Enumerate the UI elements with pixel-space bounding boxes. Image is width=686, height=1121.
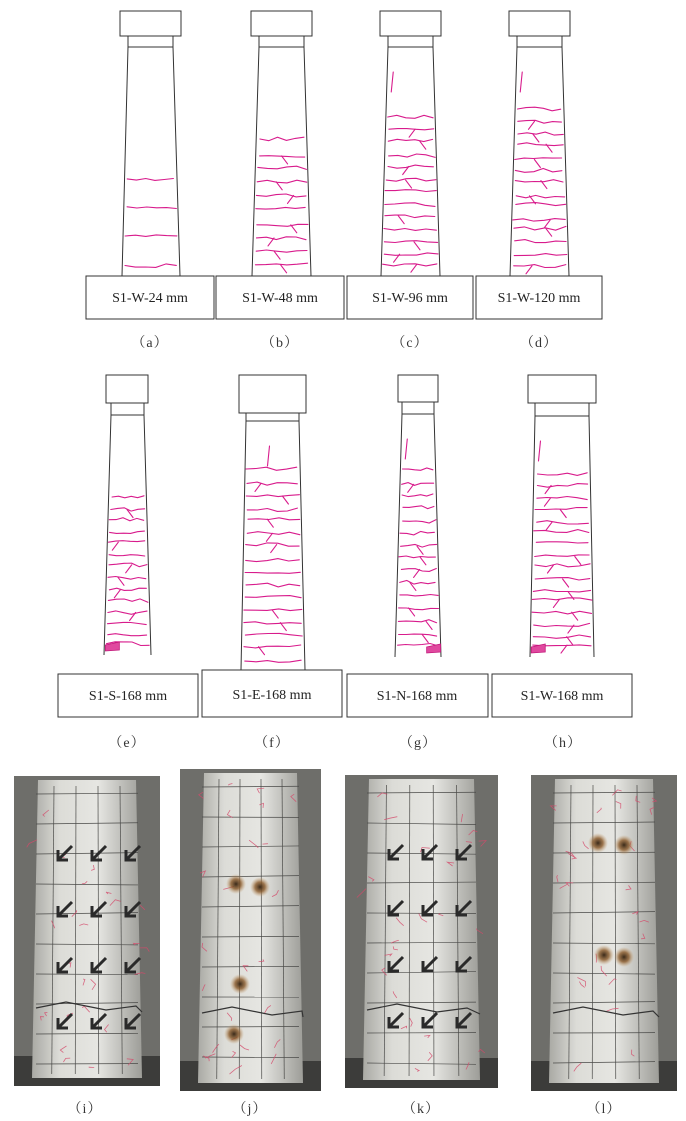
crack-branch bbox=[563, 579, 569, 587]
sketch-caption: （d） bbox=[520, 336, 558, 351]
crack-line bbox=[515, 240, 566, 243]
burn-mark bbox=[588, 833, 608, 853]
crack-line bbox=[400, 581, 435, 585]
crack-line bbox=[246, 495, 299, 497]
crack-branch bbox=[282, 496, 288, 504]
crack-branch bbox=[409, 129, 415, 137]
crack-line bbox=[538, 473, 588, 476]
crack-line bbox=[516, 195, 565, 197]
crack-line bbox=[125, 235, 177, 237]
crack-line bbox=[402, 483, 434, 486]
crack-branch bbox=[280, 623, 286, 631]
crack-line bbox=[532, 598, 591, 600]
burn-mark bbox=[226, 874, 246, 894]
crack-branch bbox=[414, 569, 420, 577]
crack-line bbox=[245, 633, 302, 636]
sketch-caption: （a） bbox=[131, 336, 169, 351]
crack-branch bbox=[112, 542, 118, 550]
crack-line bbox=[515, 169, 562, 173]
crack-line bbox=[108, 622, 147, 624]
sketch-label: S1-W-48 mm bbox=[242, 291, 318, 306]
burn-mark bbox=[614, 947, 634, 967]
sketch-f bbox=[202, 375, 342, 751]
sketch-caption: （e） bbox=[108, 736, 146, 751]
crack-line bbox=[400, 595, 438, 596]
burn-mark bbox=[250, 877, 270, 897]
crack-line bbox=[109, 555, 145, 556]
crack-vertical bbox=[267, 446, 269, 466]
crack-line bbox=[108, 577, 146, 580]
crack-line bbox=[109, 541, 145, 543]
crack-line bbox=[256, 250, 307, 252]
sketch-label: S1-S-168 mm bbox=[88, 689, 168, 704]
crack-branch bbox=[526, 266, 532, 274]
crack-branch bbox=[561, 645, 567, 653]
burn-mark bbox=[230, 974, 250, 994]
photo-l bbox=[531, 775, 677, 1117]
crack-line bbox=[257, 180, 307, 183]
crack-branch bbox=[544, 220, 550, 228]
sketch-caption: （b） bbox=[261, 336, 299, 351]
crack-line bbox=[532, 611, 591, 614]
sketch-caption: （c） bbox=[391, 336, 429, 351]
crack-branch bbox=[414, 242, 420, 250]
crack-line bbox=[245, 660, 301, 662]
crack-line bbox=[535, 508, 587, 510]
crack-line bbox=[383, 264, 437, 266]
column-outline bbox=[509, 11, 570, 276]
crack-branch bbox=[560, 510, 566, 518]
crack-line bbox=[389, 129, 434, 130]
photo-image bbox=[14, 776, 160, 1086]
crack-line bbox=[514, 254, 567, 256]
crack-line bbox=[518, 120, 562, 123]
crack-vertical bbox=[538, 441, 540, 461]
sketch-caption: （g） bbox=[399, 736, 437, 751]
burn-mark bbox=[614, 835, 634, 855]
crack-pattern bbox=[531, 441, 592, 653]
crack-line bbox=[108, 599, 147, 602]
crack-branch bbox=[282, 156, 288, 164]
crack-line bbox=[389, 154, 436, 157]
crack-branch bbox=[272, 610, 278, 618]
crack-line bbox=[403, 520, 436, 523]
crack-line bbox=[537, 521, 589, 524]
sketch-d bbox=[476, 11, 602, 351]
crack-line bbox=[245, 572, 300, 573]
crack-branch bbox=[398, 216, 404, 224]
crack-branch bbox=[126, 565, 132, 573]
crack-branch bbox=[255, 483, 261, 491]
crack-line bbox=[246, 559, 300, 562]
photo-j bbox=[180, 769, 321, 1117]
sketch-b bbox=[216, 11, 344, 351]
crack-vertical bbox=[520, 72, 522, 92]
crack-pattern bbox=[255, 137, 308, 273]
crack-line bbox=[109, 518, 143, 521]
photo-caption: （i） bbox=[67, 1102, 103, 1117]
crack-line bbox=[246, 467, 297, 470]
crack-pattern bbox=[105, 496, 149, 651]
crack-line bbox=[537, 484, 587, 488]
crack-line bbox=[258, 166, 307, 169]
sketch-label: S1-E-168 mm bbox=[232, 688, 312, 703]
crack-line bbox=[399, 634, 437, 636]
crack-pattern bbox=[244, 446, 302, 662]
crack-branch bbox=[267, 519, 273, 527]
crack-line bbox=[535, 564, 590, 567]
sketch-label-box bbox=[58, 674, 198, 717]
sketch-label: S1-W-168 mm bbox=[520, 689, 604, 704]
crack-line bbox=[125, 264, 176, 268]
sketch-caption: （f） bbox=[254, 736, 290, 751]
crack-branch bbox=[572, 612, 578, 620]
crack-vertical bbox=[391, 72, 393, 92]
crack-line bbox=[256, 207, 305, 209]
photo-caption: （l） bbox=[586, 1102, 622, 1117]
crack-branch bbox=[546, 522, 552, 530]
photo-image bbox=[180, 769, 321, 1091]
photo-caption: （j） bbox=[232, 1102, 268, 1117]
crack-line bbox=[247, 508, 297, 511]
crack-line bbox=[127, 207, 176, 209]
crack-line bbox=[112, 496, 144, 498]
photo-i bbox=[14, 776, 160, 1117]
sketch-label-box bbox=[216, 276, 344, 319]
crack-line bbox=[534, 530, 589, 533]
crack-line bbox=[399, 556, 436, 558]
crack-line bbox=[518, 107, 561, 111]
sketch-h bbox=[492, 375, 632, 751]
crack-branch bbox=[281, 265, 287, 273]
crack-line bbox=[256, 194, 306, 197]
photo-image bbox=[531, 775, 677, 1091]
crack-branch bbox=[274, 251, 280, 259]
photo-image bbox=[345, 775, 498, 1088]
crack-branch bbox=[553, 599, 559, 607]
crack-line bbox=[257, 224, 308, 226]
crack-line bbox=[534, 623, 590, 626]
crack-branch bbox=[114, 590, 120, 598]
crack-line bbox=[248, 518, 300, 520]
crack-line bbox=[110, 531, 145, 533]
concrete-column bbox=[549, 779, 659, 1083]
crack-line bbox=[244, 645, 301, 648]
sketch-label-box bbox=[347, 674, 488, 717]
crack-branch bbox=[291, 225, 297, 233]
concrete-column bbox=[198, 773, 303, 1083]
burn-mark bbox=[594, 945, 614, 965]
crack-line bbox=[386, 178, 436, 181]
crack-vertical bbox=[405, 439, 407, 459]
sketch-label-box bbox=[86, 276, 214, 319]
crack-line bbox=[246, 543, 299, 546]
crack-line bbox=[384, 229, 437, 231]
sketch-a bbox=[86, 11, 214, 351]
crack-branch bbox=[411, 264, 417, 272]
sketch-label-box bbox=[347, 276, 473, 319]
crack-line bbox=[401, 544, 437, 547]
crack-line bbox=[257, 237, 307, 240]
crack-line bbox=[385, 203, 435, 207]
crack-branch bbox=[544, 498, 550, 506]
crack-branch bbox=[288, 195, 294, 203]
crack-line bbox=[385, 190, 436, 192]
crack-line bbox=[403, 506, 434, 509]
crack-line bbox=[513, 219, 566, 222]
crack-pattern bbox=[398, 439, 441, 653]
crack-branch bbox=[534, 160, 540, 168]
sketch-caption: （h） bbox=[544, 736, 582, 751]
crack-line bbox=[537, 497, 587, 500]
crack-line bbox=[260, 137, 304, 141]
crack-branch bbox=[271, 545, 277, 553]
crack-branch bbox=[259, 647, 265, 655]
crack-line bbox=[399, 608, 439, 610]
crack-line bbox=[516, 203, 566, 206]
sketch-label: S1-W-96 mm bbox=[372, 291, 448, 306]
crack-branch bbox=[420, 141, 426, 149]
crack-line bbox=[244, 622, 301, 624]
crack-line bbox=[247, 532, 299, 535]
crack-branch bbox=[420, 557, 426, 565]
crack-line bbox=[515, 158, 562, 160]
crack-line bbox=[400, 531, 434, 535]
crack-pattern bbox=[125, 179, 177, 268]
crack-line bbox=[108, 634, 147, 636]
photo-k bbox=[345, 775, 498, 1117]
crack-branch bbox=[529, 121, 535, 129]
column-outline bbox=[251, 11, 312, 276]
sketch-label: S1-W-120 mm bbox=[497, 291, 581, 306]
crack-line bbox=[535, 555, 589, 557]
crack-line bbox=[533, 590, 590, 592]
crack-line bbox=[246, 583, 300, 587]
crack-line bbox=[388, 115, 433, 118]
crack-branch bbox=[266, 533, 272, 541]
column-outline bbox=[380, 11, 441, 276]
crack-line bbox=[388, 139, 432, 141]
crack-branch bbox=[268, 238, 274, 246]
crack-line bbox=[533, 635, 590, 638]
crack-line bbox=[388, 165, 433, 168]
crack-branch bbox=[567, 637, 573, 645]
crack-line bbox=[402, 494, 433, 497]
crack-branch bbox=[575, 557, 581, 565]
crack-line bbox=[403, 468, 433, 470]
sketch-label-box bbox=[476, 276, 602, 319]
crack-line bbox=[255, 263, 307, 265]
crack-line bbox=[108, 611, 147, 614]
crack-line bbox=[518, 132, 563, 135]
column-outline bbox=[239, 375, 306, 670]
burn-mark bbox=[224, 1024, 244, 1044]
crack-line bbox=[245, 596, 301, 598]
crack-line bbox=[514, 265, 566, 268]
crack-branch bbox=[533, 134, 539, 142]
crack-branch bbox=[426, 621, 432, 629]
sketch-e bbox=[58, 375, 198, 751]
crack-line bbox=[514, 226, 566, 230]
sketch-label-box bbox=[202, 670, 342, 717]
crack-line bbox=[384, 253, 438, 255]
column-outline bbox=[395, 375, 441, 657]
crack-branch bbox=[118, 577, 124, 585]
crack-line bbox=[385, 215, 435, 218]
crack-line bbox=[536, 542, 588, 543]
crack-line bbox=[109, 588, 146, 590]
sketch-label: S1-W-24 mm bbox=[112, 291, 188, 306]
sketch-label-box bbox=[492, 674, 632, 717]
crack-branch bbox=[408, 484, 414, 492]
crack-branch bbox=[406, 180, 412, 188]
photo-caption: （k） bbox=[402, 1102, 440, 1117]
crack-line bbox=[515, 180, 563, 182]
crack-line bbox=[127, 179, 173, 181]
crack-line bbox=[384, 241, 437, 243]
column-outline bbox=[528, 375, 596, 657]
crack-branch bbox=[422, 635, 428, 643]
sketch-g bbox=[347, 375, 488, 751]
crack-line bbox=[247, 482, 297, 485]
sketch-label: S1-N-168 mm bbox=[376, 689, 458, 704]
crack-pattern bbox=[513, 72, 567, 274]
sketch-c bbox=[347, 11, 473, 351]
crack-line bbox=[109, 563, 147, 567]
crushing-zone bbox=[427, 644, 441, 653]
crack-line bbox=[518, 143, 564, 146]
crack-line bbox=[398, 620, 436, 623]
crack-pattern bbox=[383, 72, 438, 272]
